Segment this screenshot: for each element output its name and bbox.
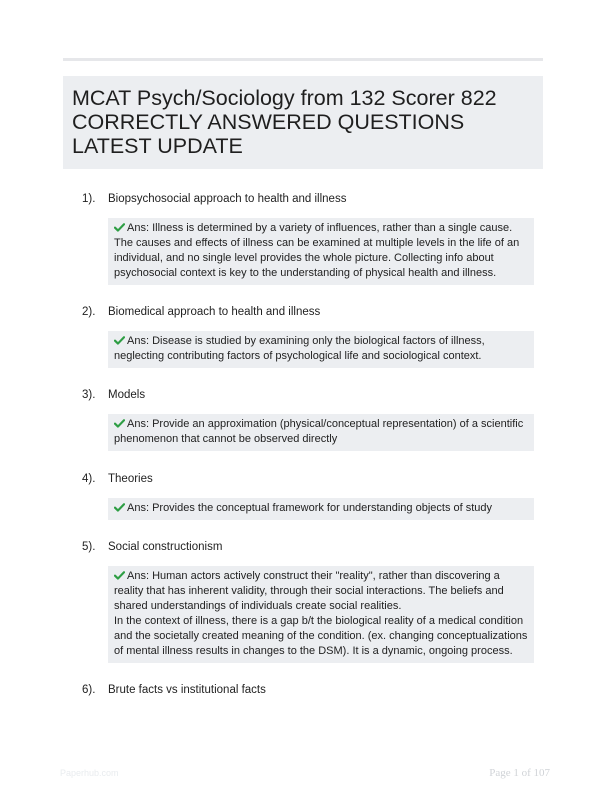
question-prompt: Social constructionism [108,541,223,553]
question-number: 3). [82,389,96,401]
question-number: 4). [82,473,96,485]
check-icon [114,571,125,580]
answer-text: Ans: Illness is determined by a variety of influences, rather than a single cause. The causes and effects of illness can be examined at multiple levels in the life of an individual, and no single level provides the whole picture. Collecting info about psychosocial context is key to the understanding of physical health and illness. [114,222,520,279]
answer-text: Ans: Provide an approximation (physical/conceptual representation) of a scientific phenomenon that cannot be observed directly [114,418,524,445]
answer-box [108,218,534,285]
question-prompt: Biomedical approach to health and illness [108,306,321,318]
check-icon [114,503,125,512]
top-divider [63,58,543,61]
question-number: 5). [82,541,96,553]
question-prompt: Biopsychosocial approach to health and illness [108,193,347,205]
question-number: 2). [82,306,96,318]
answer-box [108,498,534,520]
question-prompt: Models [108,389,146,401]
answer-text: Ans: Disease is studied by examining only the biological factors of illness, neglecting contributing factors of psychological life and sociological context. [114,335,485,362]
check-icon [114,419,125,428]
answer-box [108,331,534,368]
check-icon [114,223,125,232]
question-prompt: Theories [108,473,153,485]
page-number: Page 1 of 107 [489,767,550,779]
check-icon [114,336,125,345]
question-number: 1). [82,193,96,205]
page-title: MCAT Psych/Sociology from 132 Scorer 822 CORRECTLY ANSWERED QUESTIONS LATEST UPDATE [72,86,497,158]
question-number: 6). [82,684,96,696]
question-prompt: Brute facts vs institutional facts [108,684,266,696]
answer-text: Ans: Provides the conceptual framework for understanding objects of study [127,502,493,514]
answer-box [108,414,534,451]
footer-watermark: Paperhub.com [60,768,119,778]
answer-text: Ans: Human actors actively construct their "reality", rather than discovering a reality that has inherent validity, through their social interactions. The beliefs and shared understandings of individuals create social realities. [114,570,504,612]
answer-text-continued: In the context of illness, there is a gap b/t the biological reality of a medical condition and the societally created meaning of the condition. (ex. changing conceptualizations of mental illness results in changes to the DSM). It is a dynamic, ongoing process. [114,615,528,657]
answer-box [108,566,534,663]
